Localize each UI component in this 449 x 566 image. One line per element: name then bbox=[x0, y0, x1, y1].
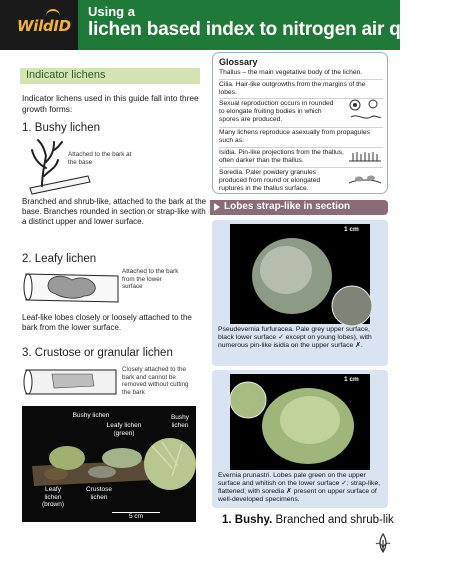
glossary-title: Glossary bbox=[219, 57, 258, 67]
logo-text: WildID bbox=[17, 17, 71, 35]
leaf-icon bbox=[372, 532, 394, 554]
label-bushy-lichen-1: Bushy lichen bbox=[72, 412, 110, 419]
intro-text: Indicator lichens used in this guide fall into three growth forms: bbox=[22, 93, 199, 114]
leafy-lichen-drawing bbox=[22, 268, 122, 308]
bushy-description: Branched and shrub-like, attached to the bark at the base. Branches rounded in section or strap-like with a distinct upper and lower surface. bbox=[22, 197, 207, 226]
scale-label-1cm: 1 cm bbox=[344, 226, 359, 233]
glossary-divider bbox=[219, 147, 383, 148]
triangle-right-icon bbox=[214, 203, 220, 211]
wildid-logo bbox=[0, 0, 78, 50]
crustose-heading: 3. Crustose or granular lichen bbox=[22, 347, 173, 359]
title-line-1: Using a bbox=[88, 4, 135, 19]
bushy-annotation: Attached to the bark at the base bbox=[68, 151, 132, 166]
isidia-icon bbox=[347, 149, 383, 163]
lobes-section-bar bbox=[210, 200, 388, 215]
crustose-annotation: Closely attached to the bark and cannot be removed without cutting the bark bbox=[122, 366, 189, 396]
section-title-indicator-lichens bbox=[20, 68, 200, 84]
glossary-divider bbox=[219, 167, 383, 168]
glossary-soredia: Soredia. Paler powdery granules produced from round or elongated ruptures in the thallus surface. bbox=[219, 169, 321, 192]
page-title: lichen based index to nitrogen air quality bbox=[88, 19, 449, 40]
glossary-asexual: Many lichens reproduce asexually from propagules such as: bbox=[219, 129, 370, 144]
glossary-divider bbox=[219, 127, 383, 128]
glossary-cilia: Cilia. Hair-like outgrowths from the margins of the lobes. bbox=[219, 81, 366, 96]
section-title-text: Indicator lichens bbox=[26, 69, 106, 81]
glossary-thallus: Thallus – the main vegetative body of the lichen. bbox=[219, 69, 363, 76]
bushy-footer bbox=[222, 514, 394, 526]
glossary-sexual: Sexual reproduction occurs in rounded to elongate fruiting bodies in which spores are produced. bbox=[219, 100, 334, 123]
leafy-description: Leaf-like lobes closely or loosely attached to the bark from the lower surface. bbox=[22, 313, 192, 332]
evernia-specimen bbox=[230, 374, 370, 470]
leafy-annotation: Attached to the bark from the lower surface bbox=[122, 268, 179, 290]
scale-label-5cm: 5 cm bbox=[128, 513, 144, 520]
crustose-lichen-drawing bbox=[22, 366, 122, 398]
soredia-icon bbox=[347, 171, 383, 187]
growth-forms-photo bbox=[22, 406, 196, 522]
evernia-caption: Evernia prunastri. Lobes pale green on the upper surface and whitish on the lower surface ✓; strap-like, flattened; with soredia ✗ present on upper surface of well-developed specimens. bbox=[218, 472, 381, 503]
bushy-heading: 1. Bushy lichen bbox=[22, 122, 100, 134]
bushy-lichen-drawing bbox=[24, 138, 94, 196]
label-bushy-lichen-2: Bushy lichen bbox=[170, 414, 190, 429]
glossary-isidia: Isidia. Pin-like projections from the thallus, often darker than the thallus. bbox=[219, 149, 344, 164]
glossary-box bbox=[212, 52, 388, 194]
evernia-photo bbox=[230, 374, 370, 470]
page-header bbox=[0, 0, 449, 50]
label-crustose-lichen: Crustose lichen bbox=[85, 486, 112, 501]
lobes-section-title: Lobes strap-like in section bbox=[224, 201, 351, 212]
pseudevernia-caption: Pseudevernia furfuracea. Pale grey upper surface, black lower surface ✓ except on young lobes), with numerous pin-like isidia on the upper surface ✗. bbox=[218, 326, 372, 349]
scale-label-1cm: 1 cm bbox=[344, 376, 359, 383]
bushy-footer-label: 1. Bushy. bbox=[222, 514, 273, 526]
fruiting-bodies-icon bbox=[347, 97, 383, 125]
glossary-divider bbox=[219, 79, 383, 80]
bushy-footer-text: Branched and shrub-lik bbox=[275, 514, 394, 526]
species-panel-pseudevernia bbox=[212, 220, 388, 366]
label-leafy-lichen-brown: Leafy lichen (brown) bbox=[41, 486, 65, 508]
pseudevernia-photo bbox=[230, 224, 370, 324]
pseudevernia-specimen bbox=[230, 224, 370, 324]
label-leafy-lichen-green: Leafy lichen (green) bbox=[106, 422, 142, 437]
leafy-heading: 2. Leafy lichen bbox=[22, 253, 97, 265]
species-panel-evernia bbox=[212, 370, 388, 508]
